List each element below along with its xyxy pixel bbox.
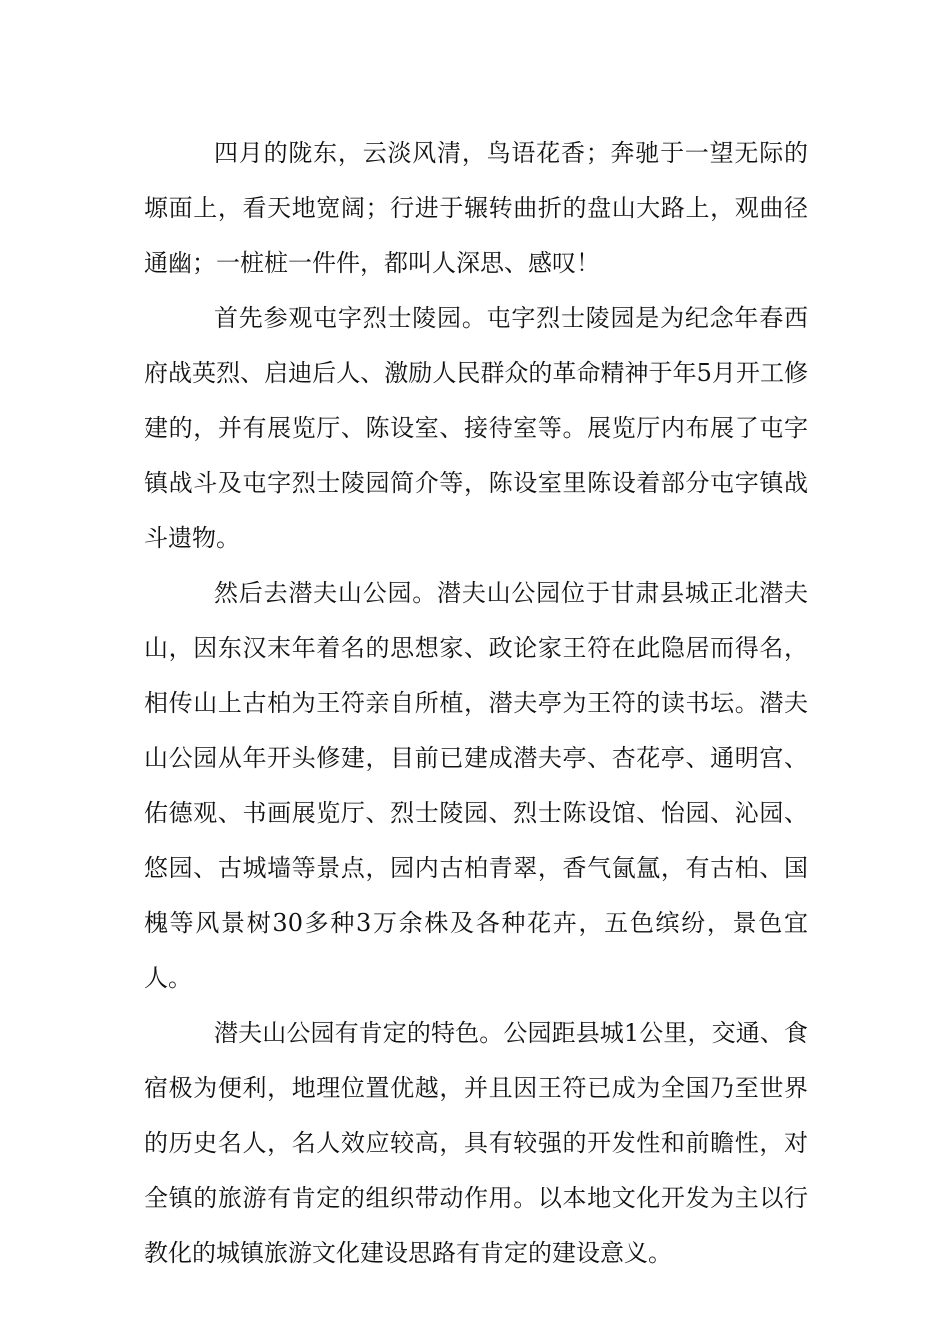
document-body <box>144 126 808 1281</box>
paragraph-1: 四月的陇东，云淡风清，鸟语花香；奔驰于一望无际的塬面上，看天地宽阔；行进于辗转曲折的盘山大路上，观曲径通幽；一桩桩一件件，都叫人深思、感叹！ <box>144 139 808 277</box>
paragraph-4: 潜夫山公园有肯定的特色。公园距县城1公里，交通、食宿极为便利，地理位置优越，并且因王符已成为全国乃至世界的历史名人，名人效应较高，具有较强的开发性和前瞻性，对全镇的旅游有肯定的组织带动作用。以本地文化开发为主以行教化的城镇旅游文化建设思路有肯定的建设意义。 <box>144 1019 808 1267</box>
paragraph-2: 首先参观屯字烈士陵园。屯字烈士陵园是为纪念年春西府战英烈、启迪后人、激励人民群众的革命精神于年5月开工修建的，并有展览厅、陈设室、接待室等。展览厅内布展了屯字镇战斗及屯字烈士陵园简介等，陈设室里陈设着部分屯字镇战斗遗物。 <box>144 304 808 552</box>
paragraph-3: 然后去潜夫山公园。潜夫山公园位于甘肃县城正北潜夫山，因东汉末年着名的思想家、政论家王符在此隐居而得名，相传山上古柏为王符亲自所植，潜夫亭为王符的读书坛。潜夫山公园从年开头修建，目前已建成潜夫亭、杏花亭、通明宫、佑德观、书画展览厅、烈士陵园、烈士陈设馆、怡园、沁园、悠园、古城墙等景点，园内古柏青翠，香气氤氲，有古柏、国槐等风景树30多种3万余株及各种花卉，五色缤纷，景色宜人。 <box>144 579 808 992</box>
